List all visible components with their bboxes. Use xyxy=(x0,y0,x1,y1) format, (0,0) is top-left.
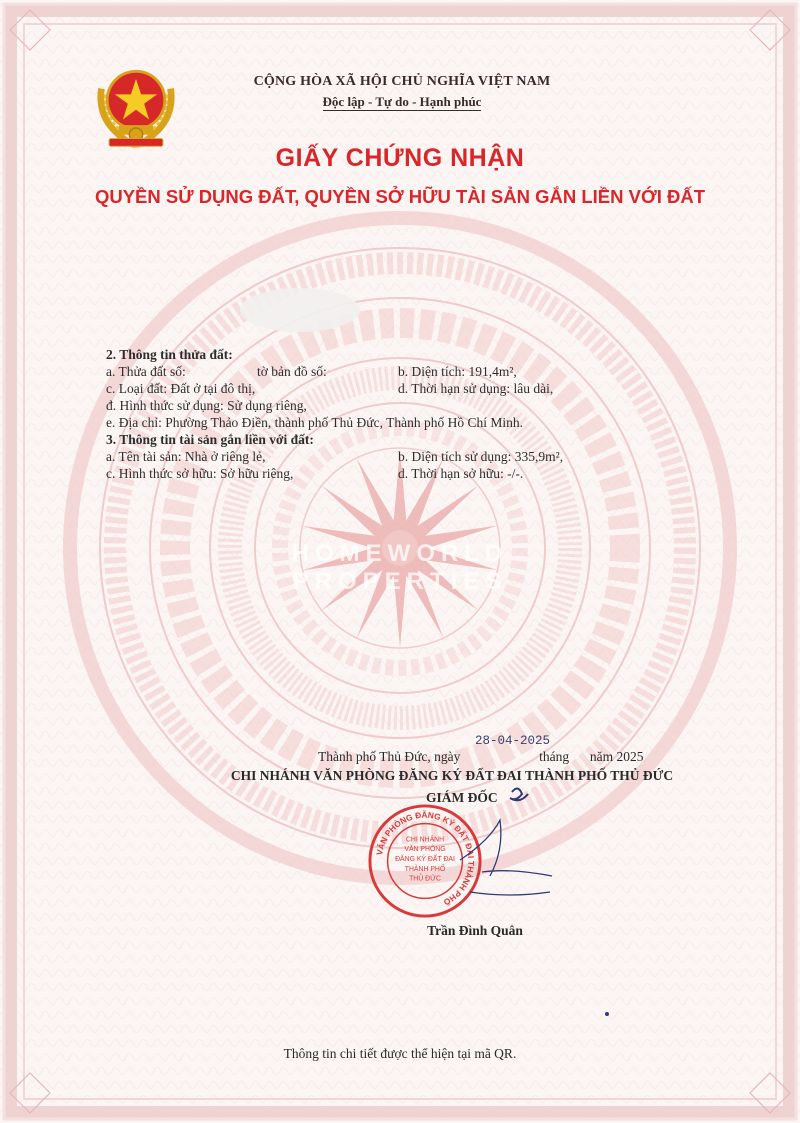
asset-used-area: b. Diện tích sử dụng: 335,9m², xyxy=(398,449,564,464)
certificate-subtitle: QUYỀN SỬ DỤNG ĐẤT, QUYỀN SỞ HỮU TÀI SẢN GẮN LIỀN VỚI ĐẤT xyxy=(94,186,706,207)
national-emblem-icon xyxy=(88,56,184,152)
land-address: e. Địa chỉ: Phường Thảo Điền, thành phố Thủ Đức, Thành phố Hồ Chí Minh. xyxy=(106,415,523,430)
land-use-term: d. Thời hạn sử dụng: lâu dài, xyxy=(398,381,554,396)
motto-text: Độc lập - Tự do - Hạnh phúc xyxy=(322,94,482,109)
seal-line-5: THỦ ĐỨC xyxy=(409,875,441,883)
signer-name: Trần Đình Quân xyxy=(427,923,523,938)
director-title: GIÁM ĐỐC xyxy=(426,790,498,805)
certificate-title: GIẤY CHỨNG NHẬN xyxy=(275,144,525,172)
nation-name: CỘNG HÒA XÃ HỘI CHỦ NGHĨA VIỆT NAM xyxy=(253,74,551,89)
seal-line-3: ĐĂNG KÝ ĐẤT ĐAI xyxy=(395,856,455,863)
signing-date-line xyxy=(318,749,644,765)
land-area: b. Diện tích: 191,4m², xyxy=(398,364,517,379)
ink-dot xyxy=(605,1012,609,1016)
ownership-term: d. Thời hạn sở hữu: -/-. xyxy=(398,466,524,481)
land-use-form: đ. Hình thức sử dụng: Sử dụng riêng, xyxy=(106,398,307,413)
seal-line-1: CHI NHÁNH xyxy=(405,836,445,844)
issuing-office: CHI NHÁNH VĂN PHÒNG ĐĂNG KÝ ĐẤT ĐAI THÀNH PHỐ THỦ ĐỨC xyxy=(230,768,674,783)
asset-info-heading: 3. Thông tin tài sản gắn liền với đất: xyxy=(106,432,314,447)
ownership-form: c. Hình thức sở hữu: Sở hữu riêng, xyxy=(106,466,294,481)
seal-line-4: THÀNH PHỐ xyxy=(404,865,446,873)
qr-footer-note: Thông tin chi tiết được thể hiện tại mã QR. xyxy=(283,1046,517,1061)
parcel-number: a. Thửa đất số: xyxy=(106,364,186,379)
year-label: năm 2025 xyxy=(589,749,644,764)
signature-mark xyxy=(400,780,560,910)
national-motto xyxy=(222,94,582,110)
land-type: c. Loại đất: Đất ở tại đô thị, xyxy=(106,381,256,396)
land-info-heading: 2. Thông tin thửa đất: xyxy=(106,347,233,362)
asset-name: a. Tên tài sản: Nhà ở riêng lẻ, xyxy=(106,449,266,464)
month-label: tháng xyxy=(539,749,570,764)
map-sheet-number: tờ bản đồ số: xyxy=(257,364,327,379)
watermark-text: HOMEWORLD PROPERTIES xyxy=(291,540,509,595)
date-stamp: 28-04-2025 xyxy=(475,734,551,748)
seal-ring-text: VĂN PHÒNG ĐĂNG KÝ ĐẤT ĐAI THÀNH PHỐ xyxy=(374,809,477,908)
signing-place: Thành phố Thủ Đức, ngày xyxy=(318,749,461,764)
seal-line-2: VĂN PHÒNG xyxy=(404,846,446,854)
